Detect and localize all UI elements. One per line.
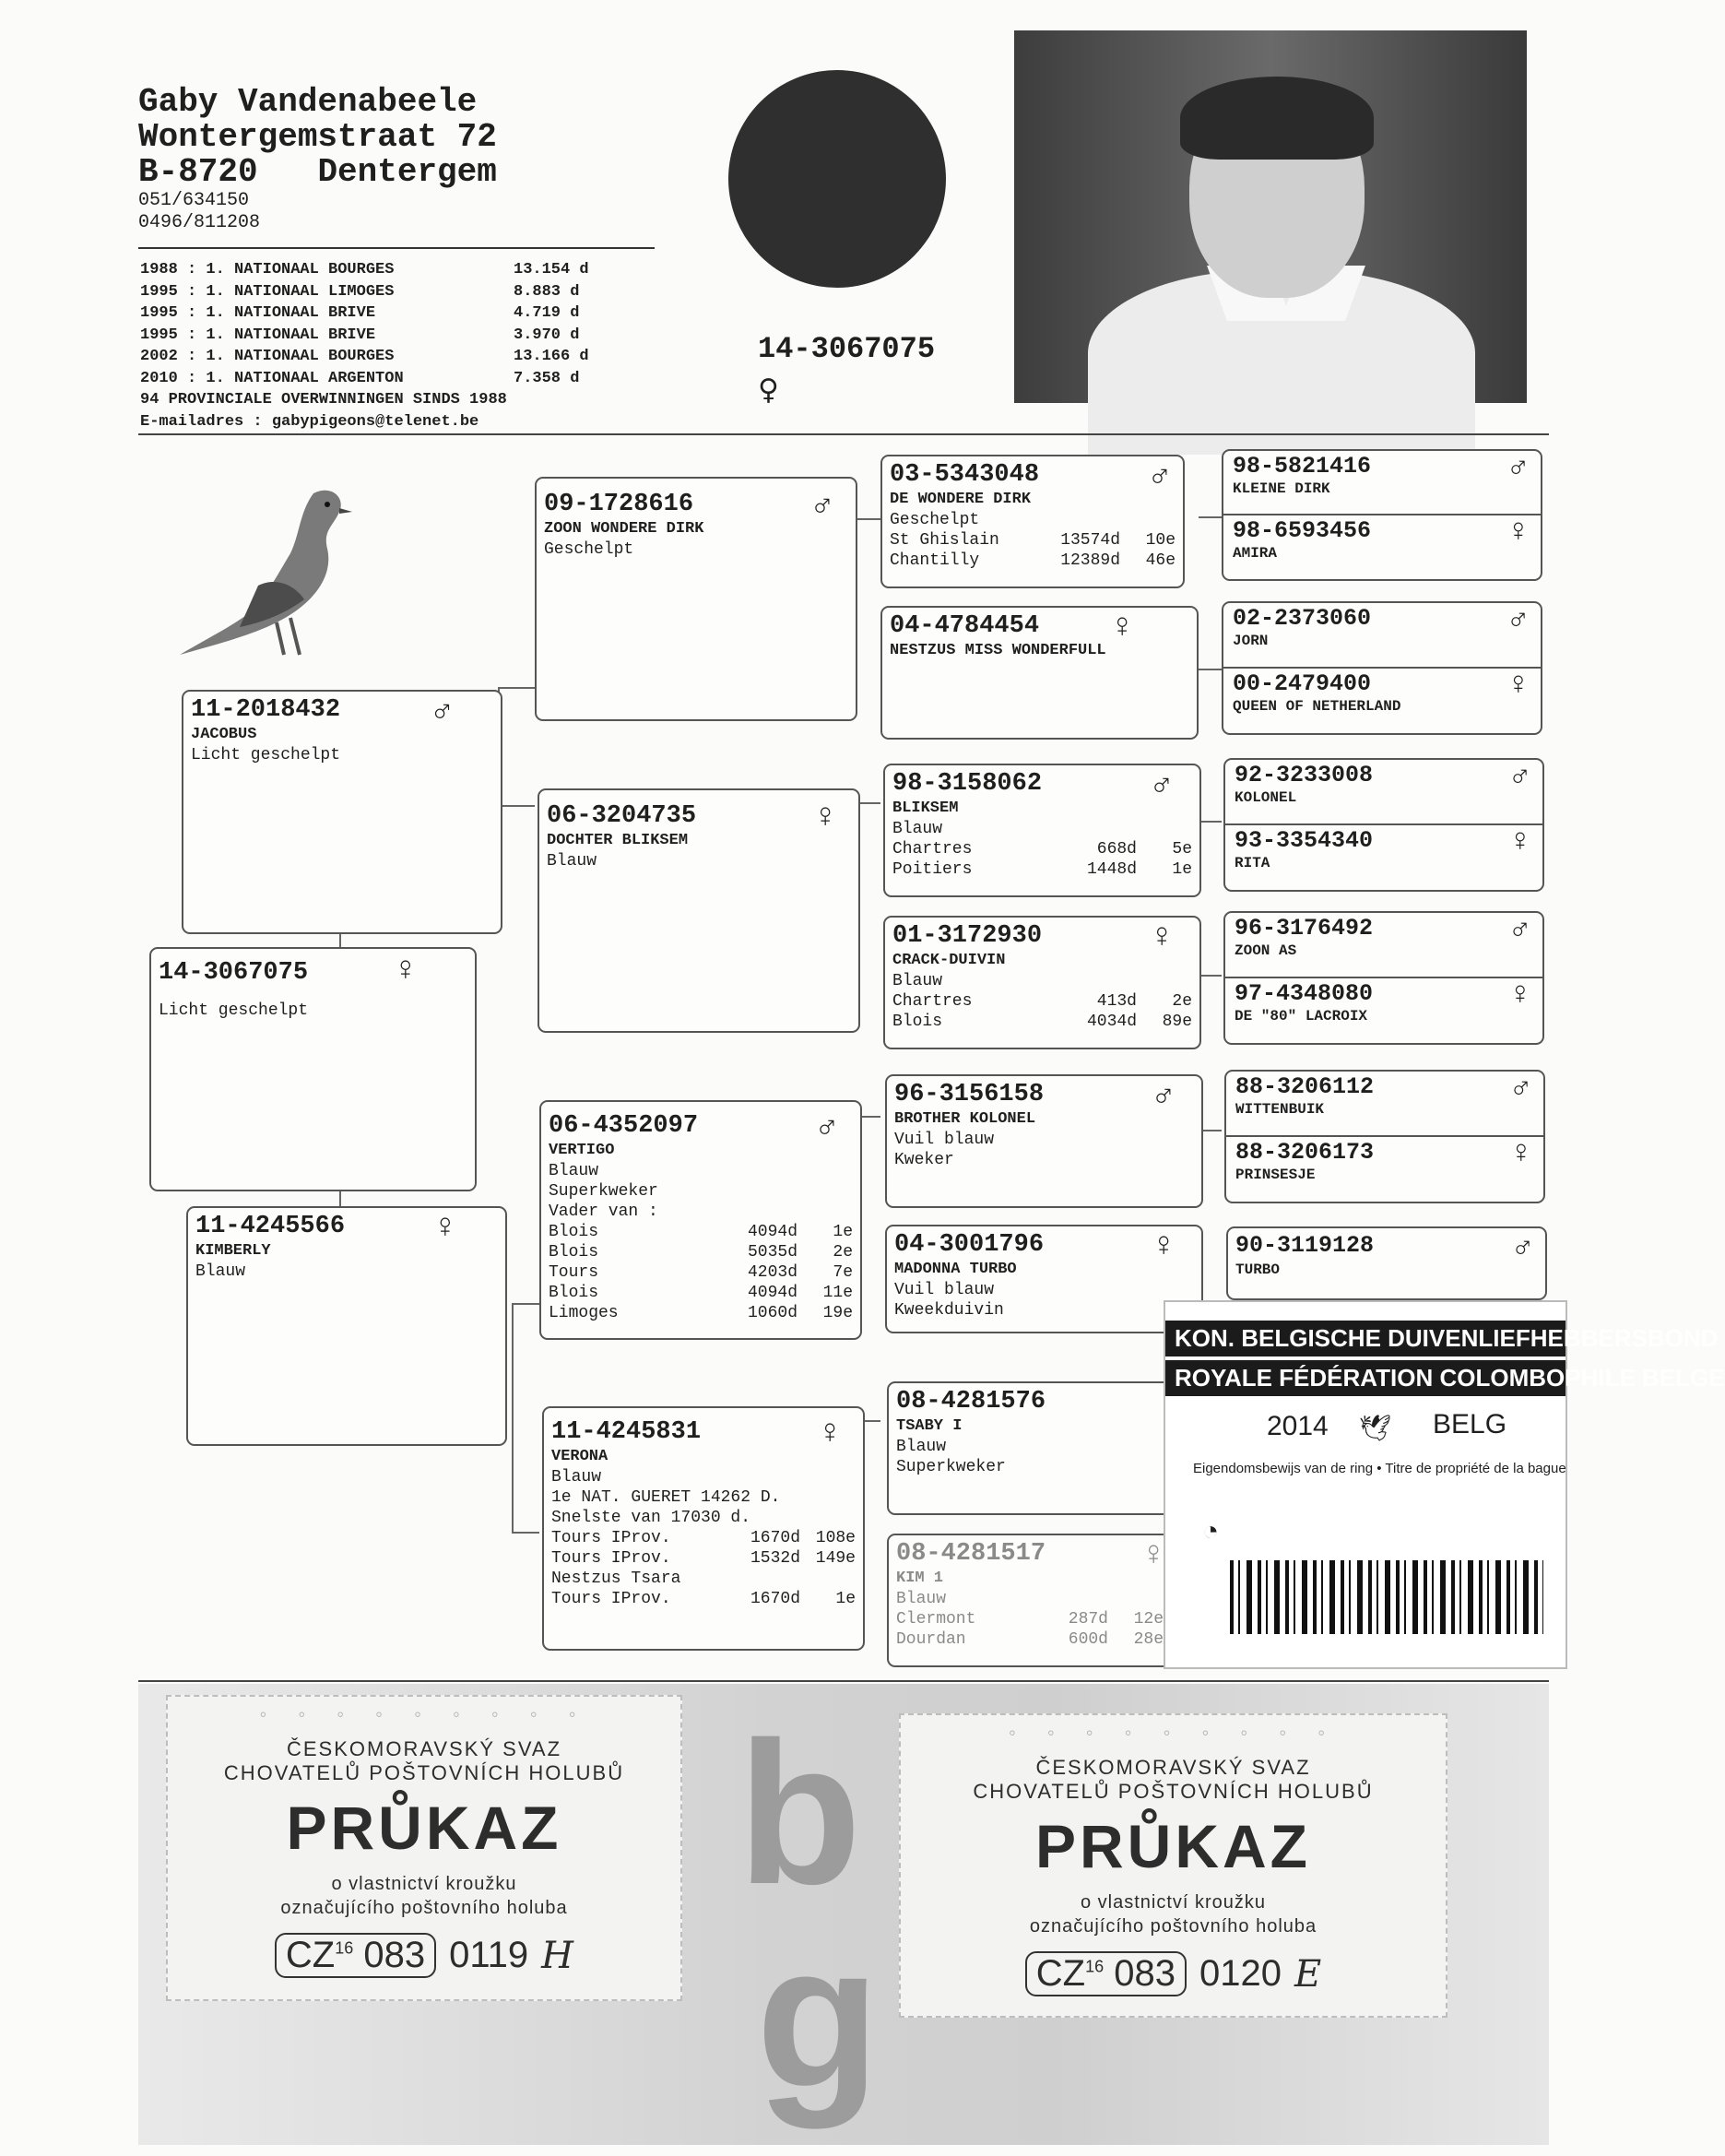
result-distance: 3.970 d: [514, 326, 580, 344]
race-row: Clermont 287d 12e: [896, 1610, 1164, 1629]
ring-number: 06-4352097: [549, 1112, 699, 1140]
grandfather-paternal-card[interactable]: [535, 477, 857, 721]
ring-number: 90-3119128: [1235, 1232, 1375, 1259]
ancestor-entry[interactable]: [1225, 978, 1542, 1044]
pigeon-note: Superkweker: [896, 1458, 1006, 1476]
pigeon-name: KLEINE DIRK: [1233, 480, 1330, 497]
ring-number: 96-3156158: [894, 1081, 1045, 1108]
pigeon-name: JACOBUS: [191, 726, 257, 743]
ring-number: 04-4784454: [890, 612, 1040, 640]
pigeon-name: KOLONEL: [1235, 789, 1297, 806]
connector-line: [512, 1532, 539, 1534]
pigeon-name: BLIKSEM: [892, 800, 959, 817]
grandmother-paternal-card[interactable]: [538, 788, 860, 1033]
pigeon-name: QUEEN OF NETHERLAND: [1233, 697, 1401, 715]
ring-card-org-nl: KON. BELGISCHE DUIVENLIEFHEBBERSBOND: [1165, 1321, 1565, 1356]
ancestor-pair-card[interactable]: [1222, 601, 1542, 735]
pigeon-name: TSABY I: [896, 1417, 963, 1435]
ring-number: 98-5821416: [1233, 453, 1372, 480]
breeder-phone-1: 051/634150: [138, 190, 250, 211]
race-row: Blois 4034d 89e: [892, 1013, 1192, 1031]
result-text: 1995 : 1. NATIONAAL BRIVE: [140, 326, 376, 344]
ancestor-pair-card[interactable]: [1223, 911, 1544, 1045]
breeder-city: Dentergem: [317, 153, 497, 191]
grandfather-maternal-card[interactable]: [539, 1100, 862, 1340]
pigeon-name: DOCHTER BLIKSEM: [547, 832, 689, 849]
female-symbol-icon: ♀: [758, 369, 779, 409]
ring-number: 01-3172930: [892, 922, 1043, 950]
breeder-zip: B-8720: [138, 153, 258, 191]
pigeon-name: AMIRA: [1233, 544, 1278, 562]
great-grandparent-card[interactable]: [883, 916, 1201, 1049]
female-symbol-icon: ♀: [815, 799, 835, 836]
great-grandparent-card[interactable]: [883, 764, 1201, 897]
male-symbol-icon: ♂: [1152, 766, 1172, 804]
female-symbol-icon: ♀: [435, 1209, 455, 1247]
grandmother-maternal-card[interactable]: [542, 1406, 865, 1651]
result-text: 1988 : 1. NATIONAAL BOURGES: [140, 261, 395, 278]
ring-number: 08-4281576: [896, 1388, 1046, 1416]
pigeon-color: Licht geschelpt: [191, 746, 341, 764]
male-symbol-icon: ♂: [432, 693, 453, 730]
connector-line: [498, 687, 535, 689]
org-name-line-1: ČESKOMORAVSKÝ SVAZ: [286, 1737, 562, 1760]
race-row: St Ghislain 13574d 10e: [890, 531, 1176, 550]
male-symbol-icon: ♂: [1508, 603, 1528, 638]
seal-icon: ◔: [1202, 1516, 1220, 1546]
pigeon-color: Blauw: [896, 1590, 947, 1608]
result-row: [140, 325, 578, 347]
ring-number: 11-4245566: [195, 1213, 346, 1240]
result-distance: 8.883 d: [514, 282, 580, 301]
great-grandparent-card[interactable]: [887, 1534, 1173, 1667]
pigeon-color: Blauw: [896, 1438, 947, 1456]
female-symbol-icon: ♀: [820, 1415, 840, 1452]
male-symbol-icon: ♂: [1510, 913, 1530, 948]
pigeon-note: Superkweker: [549, 1182, 658, 1201]
ring-number: 98-6593456: [1233, 516, 1372, 544]
ring-number: 88-3206112: [1235, 1073, 1375, 1100]
result-row: [140, 259, 589, 281]
female-symbol-icon: ♀: [1508, 515, 1528, 551]
ring-number: 11-2018432: [191, 696, 341, 724]
ring-number: 02-2373060: [1233, 605, 1372, 632]
female-symbol-icon: ♀: [1511, 1136, 1530, 1172]
org-name-line-2: CHOVATELŮ POŠTOVNÍCH HOLUBŮ: [973, 1780, 1374, 1803]
top-ring-number: 14-3067075: [758, 332, 936, 366]
pigeon-note: 1e NAT. GUERET 14262 D.: [551, 1488, 781, 1507]
org-name-line-2: CHOVATELŮ POŠTOVNÍCH HOLUBŮ: [223, 1761, 625, 1784]
connector-line: [512, 1303, 539, 1305]
pigeon-color: Geschelpt: [890, 511, 980, 529]
results-list: [140, 259, 589, 432]
decorative-border-icon: ◦ ◦ ◦ ◦ ◦ ◦ ◦ ◦ ◦: [1008, 1721, 1339, 1744]
connector-line: [1199, 975, 1222, 977]
great-grandparent-card[interactable]: [887, 1381, 1205, 1515]
male-symbol-icon: ♂: [1510, 760, 1530, 795]
result-distance: 4.719 d: [514, 304, 580, 322]
pigeon-logo-icon: 🕊: [1359, 1414, 1392, 1442]
handwritten-mark: H: [541, 1934, 574, 1977]
race-row: Chantilly 12389d 46e: [890, 551, 1176, 570]
ring-number: 03-5343048: [890, 461, 1040, 489]
ancestor-entry[interactable]: [1226, 1072, 1543, 1137]
pigeon-color: Blauw: [551, 1468, 602, 1487]
female-symbol-icon: ♀: [396, 952, 416, 989]
pigeon-color: Vuil blauw: [894, 1131, 995, 1149]
pigeon-color: Blauw: [549, 1162, 599, 1180]
race-row: Blois 4094d 11e: [549, 1284, 853, 1302]
result-row: [140, 346, 589, 368]
pigeon-note: Kweekduivin: [894, 1301, 1004, 1320]
dark-circle-mark: [728, 70, 946, 288]
handwritten-mark: E: [1294, 1952, 1322, 1996]
pigeon-name: DE WONDERE DIRK: [890, 491, 1032, 508]
ring-number: 97-4348080: [1235, 979, 1374, 1007]
pigeon-name: KIMBERLY: [195, 1242, 271, 1260]
male-symbol-icon: ♂: [812, 487, 833, 525]
pigeon-note: Nestzus Tsara: [551, 1570, 681, 1588]
great-grandparent-card[interactable]: [885, 1225, 1203, 1333]
certificate-title: PRŮKAZ: [1035, 1812, 1311, 1880]
ring-code: [901, 1951, 1446, 1996]
ring-number: 04-3001796: [894, 1231, 1045, 1259]
male-symbol-icon: ♂: [1150, 457, 1170, 495]
certificate-subtitle-2: označujícího poštovního holuba: [1029, 1916, 1317, 1937]
pigeon-color: Blauw: [892, 972, 943, 990]
race-row: Chartres 413d 2e: [892, 992, 1192, 1011]
great-grandparent-card[interactable]: [885, 1074, 1203, 1208]
great-grandparent-card[interactable]: [880, 455, 1185, 588]
female-symbol-icon: ♀: [1153, 1227, 1174, 1265]
race-row: Dourdan 600d 28e: [896, 1630, 1164, 1649]
ancestor-pair-card[interactable]: [1222, 449, 1542, 581]
background-letters-icon: b: [738, 1700, 862, 1926]
ring-number: 11-4245831: [551, 1418, 702, 1446]
breeder-block: [138, 85, 497, 234]
ring-number: 08-4281517: [896, 1540, 1046, 1568]
race-row: Tours IProv. 1670d 108e: [551, 1529, 856, 1547]
ancestor-entry[interactable]: [1223, 451, 1541, 515]
result-text: 2010 : 1. NATIONAAL ARGENTON: [140, 369, 404, 387]
ancestor-entry[interactable]: [1225, 760, 1542, 825]
ring-card-country: BELG: [1433, 1409, 1507, 1439]
certificate-subtitle-1: o vlastnictví kroužku: [1080, 1892, 1267, 1913]
race-row: Blois 5035d 2e: [549, 1243, 853, 1262]
connector-line: [1199, 516, 1222, 518]
female-symbol-icon: ♀: [1152, 918, 1172, 956]
connector-line: [512, 1303, 514, 1534]
connector-line: [1199, 669, 1222, 670]
result-row: [140, 302, 578, 325]
pigeon-name: CRACK-DUIVIN: [892, 952, 1006, 969]
czech-ring-certificate: [899, 1713, 1447, 2018]
ancestor-entry[interactable]: [1225, 913, 1542, 978]
pigeon-color: Blauw: [547, 852, 597, 871]
subject-card[interactable]: [149, 947, 477, 1191]
ancestor-entry[interactable]: [1225, 825, 1542, 891]
result-text: 2002 : 1. NATIONAAL BOURGES: [140, 348, 395, 365]
race-row: Chartres 668d 5e: [892, 840, 1192, 859]
connector-line: [498, 805, 535, 807]
result-distance: 13.166 d: [514, 348, 589, 365]
result-text: 1995 : 1. NATIONAAL LIMOGES: [140, 282, 395, 301]
result-row: [140, 281, 578, 303]
pigeon-name: NESTZUS MISS WONDERFULL: [890, 642, 1106, 659]
header-divider: [138, 247, 655, 249]
race-row: Tours 4203d 7e: [549, 1263, 853, 1282]
pigeon-name: ZOON WONDERE DIRK: [544, 520, 704, 538]
ring-number: 98-3158062: [892, 770, 1043, 798]
great-grandparent-card[interactable]: [880, 606, 1199, 740]
ring-number: 14-3067075: [159, 959, 309, 987]
czech-ring-certificate: [166, 1695, 682, 2001]
breeder-phone-2: 0496/811208: [138, 212, 261, 233]
ring-number: 00-2479400: [1233, 669, 1372, 697]
breeder-photo: [1014, 30, 1527, 403]
ancestor-pair-card[interactable]: [1224, 1070, 1545, 1203]
email-line: E-mailadres : gabypigeons@telenet.be: [140, 412, 479, 431]
breeder-name: Gaby Vandenabeele: [138, 83, 478, 121]
result-row: [140, 368, 578, 390]
pigeon-color: Blauw: [195, 1262, 246, 1281]
male-symbol-icon: ♂: [1153, 1077, 1174, 1115]
connector-line: [1199, 821, 1222, 823]
ring-number: 88-3206173: [1235, 1138, 1375, 1166]
female-symbol-icon: ♀: [1510, 977, 1530, 1013]
pigeon-note: Kweker: [894, 1151, 954, 1169]
breeder-city-line: [138, 155, 497, 190]
mother-card[interactable]: [186, 1206, 507, 1446]
race-row: Poitiers 1448d 1e: [892, 860, 1192, 879]
ring-number: 06-3204735: [547, 802, 697, 830]
race-row: Blois 4094d 1e: [549, 1223, 853, 1241]
pigeon-color: Licht geschelpt: [159, 1001, 309, 1020]
pedigree-divider: [138, 433, 1549, 435]
race-row: Tours IProv. 1532d 149e: [551, 1549, 856, 1568]
pigeon-name: RITA: [1235, 854, 1270, 871]
pigeon-name: TURBO: [1235, 1262, 1281, 1278]
ancestor-entry[interactable]: [1223, 603, 1541, 669]
ring-code: [168, 1933, 680, 1978]
barcode-icon: [1230, 1560, 1543, 1634]
pigeon-name: VERTIGO: [549, 1142, 615, 1159]
pigeon-note: Snelste van 17030 d.: [551, 1509, 751, 1527]
ring-card-ownership: Eigendomsbewijs van de ring • Titre de propriété de la bague: [1193, 1461, 1566, 1476]
pigeon-illustration-icon: [175, 475, 360, 669]
male-symbol-icon: ♂: [1513, 1231, 1532, 1266]
father-card[interactable]: [182, 690, 502, 934]
female-symbol-icon: ♀: [1508, 668, 1528, 704]
female-symbol-icon: ♀: [1510, 824, 1530, 860]
male-symbol-icon: ♂: [1508, 451, 1528, 486]
pigeon-name: JORN: [1233, 633, 1269, 649]
ancestor-entry[interactable]: [1223, 515, 1541, 580]
pigeon-color: Blauw: [892, 820, 943, 838]
decorative-border-icon: ◦ ◦ ◦ ◦ ◦ ◦ ◦ ◦ ◦: [259, 1702, 589, 1725]
org-name-line-1: ČESKOMORAVSKÝ SVAZ: [1035, 1756, 1311, 1779]
background-letters-icon: g: [756, 1902, 880, 2129]
pigeon-name: DE "80" LACROIX: [1235, 1007, 1368, 1025]
ring-card-org-fr: ROYALE FÉDÉRATION COLOMBOPHILE BELGE: [1165, 1360, 1565, 1396]
country-year-pill: CZ$^{16}$ 083: [275, 1933, 436, 1978]
male-symbol-icon: ♂: [1511, 1072, 1530, 1107]
pigeon-name: WITTENBUIK: [1235, 1101, 1325, 1118]
certificate-subtitle-2: označujícího poštovního holuba: [280, 1898, 568, 1918]
pigeon-name: PRINSESJE: [1235, 1166, 1316, 1183]
ancestor-pair-card[interactable]: [1223, 758, 1544, 892]
pigeon-color: Vuil blauw: [894, 1281, 995, 1299]
ring-card-year: 2014: [1267, 1411, 1329, 1441]
ring-number: 96-3176492: [1235, 915, 1374, 942]
ring-number: 93-3354340: [1235, 826, 1374, 854]
pigeon-name: VERONA: [551, 1448, 608, 1465]
provincial-wins-line: 94 PROVINCIALE OVERWINNINGEN SINDS 1988: [140, 391, 507, 409]
pigeon-name: ZOON AS: [1235, 942, 1297, 959]
country-year-pill: CZ$^{16}$ 083: [1025, 1951, 1187, 1996]
certificate-subtitle-1: o vlastnictví kroužku: [331, 1874, 517, 1894]
female-symbol-icon: ♀: [1112, 609, 1132, 646]
ancestor-entry[interactable]: [1223, 669, 1541, 734]
race-row: Limoges 1060d 19e: [549, 1304, 853, 1322]
belgian-ring-certificate: [1164, 1300, 1725, 1669]
pigeon-name: MADONNA TURBO: [894, 1261, 1017, 1278]
lower-divider: [138, 1680, 1549, 1682]
ring-serial: 0120: [1199, 1953, 1282, 1994]
male-symbol-icon: ♂: [817, 1108, 837, 1146]
female-symbol-icon: ♀: [1143, 1536, 1164, 1574]
pigeon-color: Geschelpt: [544, 540, 634, 559]
race-row: Tours IProv. 1670d 1e: [551, 1590, 856, 1608]
breeder-street: Wontergemstraat 72: [138, 118, 497, 156]
result-text: 1995 : 1. NATIONAAL BRIVE: [140, 304, 376, 322]
ring-serial: 0119: [449, 1935, 529, 1975]
pigeon-name: BROTHER KOLONEL: [894, 1110, 1036, 1128]
pigeon-name: KIM 1: [896, 1570, 944, 1587]
result-distance: 13.154 d: [514, 261, 589, 278]
ancestor-entry[interactable]: [1226, 1137, 1543, 1202]
ancestor-pair-card[interactable]: [1226, 1226, 1547, 1300]
ring-number: 92-3233008: [1235, 762, 1374, 788]
result-distance: 7.358 d: [514, 369, 580, 387]
certificate-title: PRŮKAZ: [286, 1794, 562, 1862]
ring-number: 09-1728616: [544, 491, 694, 518]
pigeon-note: Vader van :: [549, 1202, 658, 1221]
